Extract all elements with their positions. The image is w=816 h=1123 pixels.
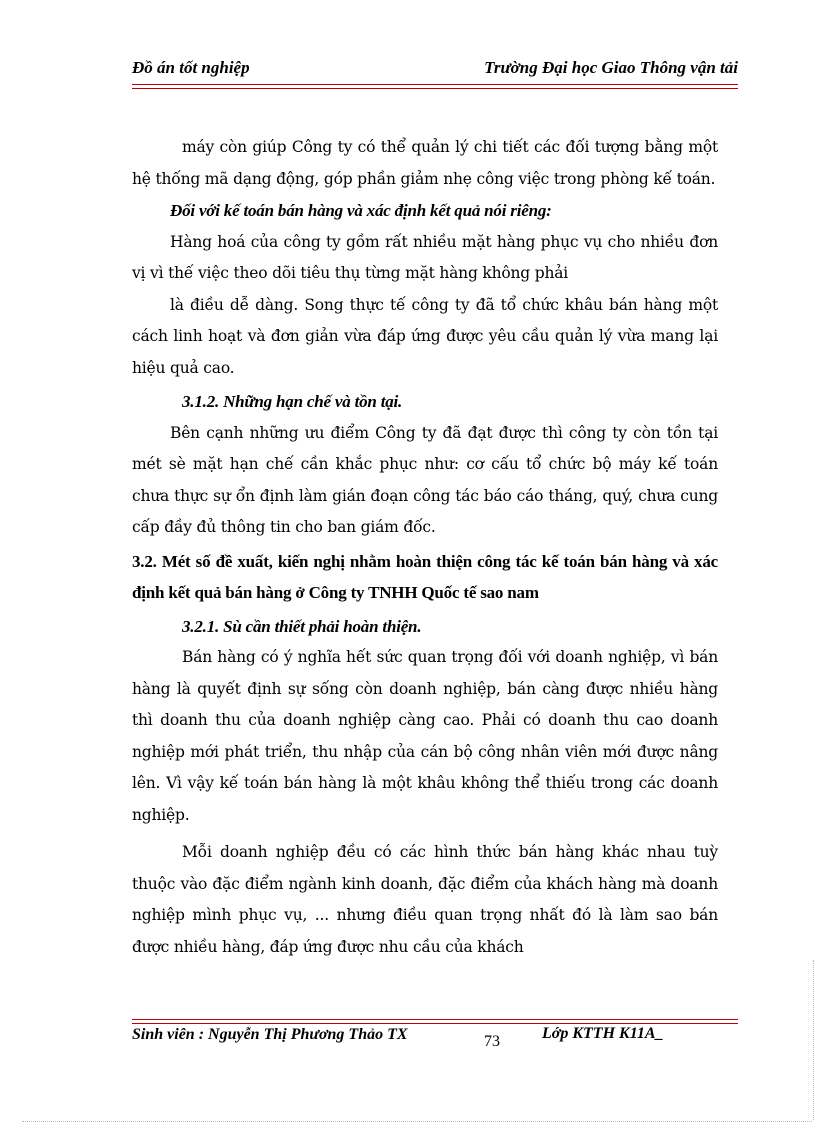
paragraph-1: máy còn giúp Công ty có thể quản lý chi tiết các đối tượng bằng một hệ thống mã dạng động, góp phần giảm nhẹ công việc trong phòng kế toán.	[132, 138, 718, 188]
paragraph-4: Bán hàng có ý nghĩa hết sức quan trọng đối với doanh nghiệp, vì bán hàng là quyết định sự sống còn doanh nghiệp, bán càng được nhiều hàng thì doanh thu của doanh nghiệp càng cao. Phải có doanh thu cao doanh nghiệp mới phát triển, thu nhập của cán bộ công nhân viên mới được nâng lên. Vì vậy kế toán bán hàng là một khâu không thể thiếu trong các doanh nghiệp.	[132, 648, 718, 824]
footer-rule-bottom	[132, 1023, 738, 1024]
page-border-dotted-right	[813, 960, 814, 1120]
page-border-dotted-bottom	[22, 1121, 812, 1122]
page-body	[132, 132, 718, 963]
header-thesis-title: Đồ án tốt nghiệp	[132, 58, 250, 77]
paragraph-2a: Hàng hoá của công ty gồm rất nhiều mặt hàng phục vụ cho nhiều đơn vị vì thế việc theo dõi tiêu thụ từng mặt hàng không phải	[132, 232, 718, 282]
paragraph-5: Mỗi doanh nghiệp đều có các hình thức bán hàng khác nhau tuỳ thuộc vào đặc điểm ngành kinh doanh, đặc điểm của khách hàng mà doanh nghiệp mình phục vụ, ... nhưng điều quan trọng nhất đó là làm sao bán được nhiều hàng, đáp ứng được nhu cầu của khách	[132, 843, 718, 956]
footer-student-name: Sinh viên : Nguyễn Thị Phương Thảo TX	[132, 1026, 408, 1043]
footer-rule-top	[132, 1019, 738, 1020]
header-rule-top	[132, 84, 738, 85]
page-header	[132, 58, 738, 80]
header-university: Trường Đại học Giao Thông vận tải	[484, 58, 738, 77]
paragraph-2b: là điều dễ dàng. Song thực tế công ty đã tổ chức khâu bán hàng một cách linh hoạt và đơn giản vừa đáp ứng được yêu cầu quản lý vừa mang lại hiệu quả cao.	[132, 295, 718, 377]
heading-3-2: 3.2. Mét số đề xuất, kiến nghị nhằm hoàn thiện công tác kế toán bán hàng và xác định kết quả bán hàng ở Công ty TNHH Quốc tế sao nam	[132, 551, 718, 602]
page-number: 73	[484, 1033, 500, 1050]
heading-sales-accounting: Đối với kế toán bán hàng và xác định kết quả nói riêng:	[170, 201, 552, 220]
paragraph-3: Bên cạnh những ưu điểm Công ty đã đạt được thì công ty còn tồn tại mét sè mặt hạn chế cần khắc phục như: cơ cấu tổ chức bộ máy kế toán chưa thực sự ổn định làm gián đoạn công tác báo cáo tháng, quý, chưa cung cấp đầy đủ thông tin cho ban giám đốc.	[132, 423, 718, 536]
header-rule-bottom	[132, 88, 738, 89]
footer-class: Lớp KTTH K11A_	[542, 1025, 664, 1042]
heading-3-1-2: 3.1.2. Những hạn chế và tồn tại.	[182, 392, 403, 411]
heading-3-2-1: 3.2.1. Sù cần thiết phải hoàn thiện.	[182, 616, 422, 636]
